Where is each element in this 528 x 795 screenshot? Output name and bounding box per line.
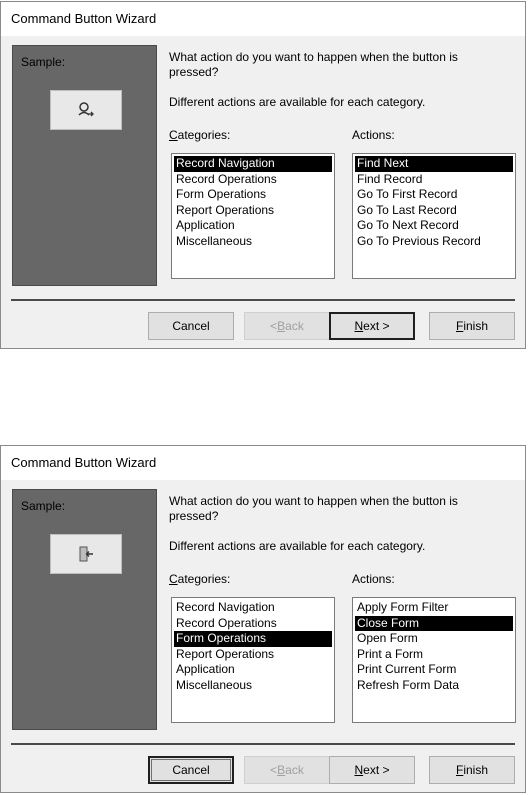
title-bar[interactable] — [1, 2, 525, 36]
list-item[interactable]: Find Record — [357, 171, 423, 186]
actions-label: Actions: — [352, 128, 395, 142]
list-item[interactable]: Apply Form Filter — [357, 600, 449, 614]
cancel-button[interactable]: Cancel — [148, 312, 234, 340]
title-bar[interactable] — [1, 446, 525, 480]
sample-panel — [12, 489, 157, 730]
finish-button[interactable]: F inish — [429, 756, 515, 784]
question-text: What action do you want to happen when the button is pressed? — [169, 50, 458, 79]
command-button-wizard-dialog — [0, 1, 526, 349]
list-item[interactable]: Find Next — [355, 156, 513, 172]
dialog-title: Command Button Wizard — [11, 11, 157, 26]
next-button[interactable]: N ext > — [329, 756, 415, 784]
actions-label: Actions: — [352, 572, 395, 586]
list-item[interactable]: Report Operations — [176, 646, 275, 661]
categories-list[interactable] — [171, 153, 335, 279]
list-item[interactable]: Print a Form — [357, 646, 424, 661]
list-item[interactable]: Go To Previous Record — [357, 233, 481, 248]
hint-text: Different actions are available for each category. — [169, 95, 426, 109]
list-item[interactable]: Miscellaneous — [176, 233, 253, 248]
list-item[interactable]: Go To Last Record — [357, 202, 457, 217]
list-item[interactable]: Miscellaneous — [176, 677, 253, 692]
sample-button-preview — [50, 90, 122, 130]
finish-button[interactable]: F inish — [429, 312, 515, 340]
list-item[interactable]: Form Operations — [174, 631, 332, 647]
sample-label: Sample: — [21, 55, 66, 69]
divider — [11, 743, 515, 745]
next-button[interactable]: N ext > — [329, 312, 415, 340]
actions-list[interactable] — [352, 597, 516, 723]
list-item[interactable]: Application — [176, 662, 235, 676]
question-text: What action do you want to happen when the button is pressed? — [169, 494, 458, 523]
back-button[interactable]: < B ack — [244, 756, 330, 784]
sample-panel — [12, 45, 157, 286]
cancel-button[interactable]: Cancel — [148, 756, 234, 784]
sample-label: Sample: — [21, 499, 66, 513]
list-item[interactable]: Application — [176, 218, 235, 232]
categories-label: Categories: — [169, 128, 231, 142]
list-item[interactable]: Record Navigation — [174, 156, 332, 172]
list-item[interactable]: Form Operations — [176, 187, 267, 201]
command-button-wizard-dialog — [0, 445, 526, 793]
sample-button-preview — [50, 534, 122, 574]
list-item[interactable]: Print Current Form — [357, 662, 457, 676]
actions-list[interactable] — [352, 153, 516, 279]
back-button[interactable]: < B ack — [244, 312, 330, 340]
close-form-icon — [76, 544, 96, 564]
list-item[interactable]: Report Operations — [176, 202, 275, 217]
list-item[interactable]: Refresh Form Data — [357, 677, 460, 692]
find-record-icon — [76, 100, 96, 120]
list-item[interactable]: Go To First Record — [357, 187, 458, 201]
list-item[interactable]: Open Form — [357, 631, 418, 645]
divider — [11, 299, 515, 301]
list-item[interactable]: Record Operations — [176, 171, 277, 186]
categories-list[interactable] — [171, 597, 335, 723]
list-item[interactable]: Record Navigation — [176, 600, 275, 614]
list-item[interactable]: Close Form — [355, 616, 513, 632]
list-item[interactable]: Record Operations — [176, 615, 277, 630]
categories-label: Categories: — [169, 572, 231, 586]
hint-text: Different actions are available for each category. — [169, 539, 426, 553]
list-item[interactable]: Go To Next Record — [357, 218, 459, 232]
dialog-title: Command Button Wizard — [11, 455, 157, 470]
